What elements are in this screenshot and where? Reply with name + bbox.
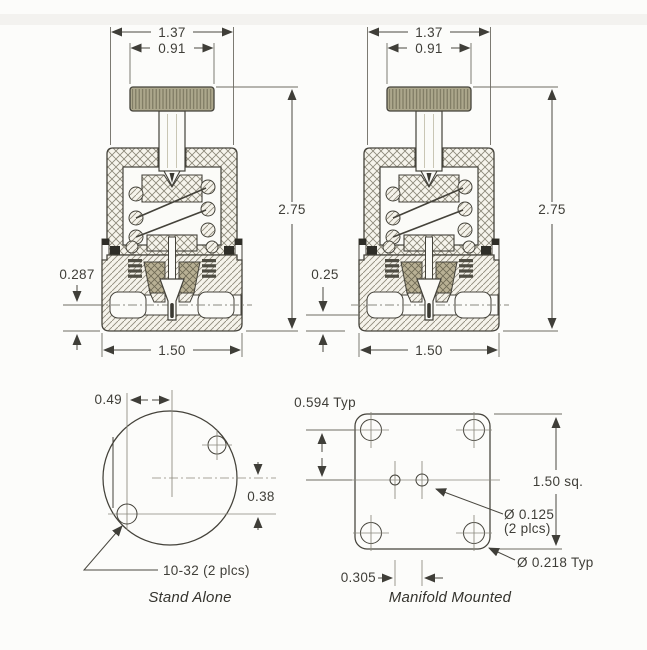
section-view-manifold <box>306 25 566 358</box>
regulator-cross-section <box>94 87 252 331</box>
dim-right-height: 2.75 <box>538 202 566 217</box>
dim-left-width: 1.37 <box>158 25 186 40</box>
dim-center-hole-qty: (2 plcs) <box>504 521 551 536</box>
dim-hole-offset-x: 0.49 <box>94 392 122 407</box>
corner-holes <box>353 412 492 551</box>
dim-right-knob-width: 0.91 <box>415 41 443 56</box>
dim-right-base-width: 1.50 <box>415 343 443 358</box>
dim-left-height: 2.75 <box>278 202 306 217</box>
dim-left-knob-width: 0.91 <box>158 41 186 56</box>
caption-manifold-mounted: Manifold Mounted <box>388 589 512 606</box>
dim-hole-offset-y: 0.38 <box>247 489 275 504</box>
dim-square-size: 1.50 sq. <box>532 474 584 489</box>
dim-right-width: 1.37 <box>415 25 443 40</box>
dim-center-hole-dia: Ø 0.125 <box>504 507 555 522</box>
caption-stand-alone: Stand Alone <box>148 589 232 606</box>
dim-right-port-offset: 0.25 <box>311 267 339 282</box>
dim-left-base-width: 1.50 <box>158 343 186 358</box>
dim-corner-hole-offset: 0.594 Typ <box>294 395 356 410</box>
dim-center-hole-spacing: 0.305 <box>340 570 376 585</box>
manifold-plate <box>355 414 490 549</box>
dim-corner-hole-dia: Ø 0.218 Typ <box>517 555 594 570</box>
section-view-stand-alone <box>59 25 305 358</box>
dim-left-port-offset: 0.287 <box>59 267 95 282</box>
regulator-cross-section <box>351 87 509 331</box>
bottom-view-stand-alone <box>84 390 276 606</box>
bottom-view-manifold <box>294 395 593 606</box>
thread-note: 10-32 (2 plcs) <box>163 563 250 578</box>
